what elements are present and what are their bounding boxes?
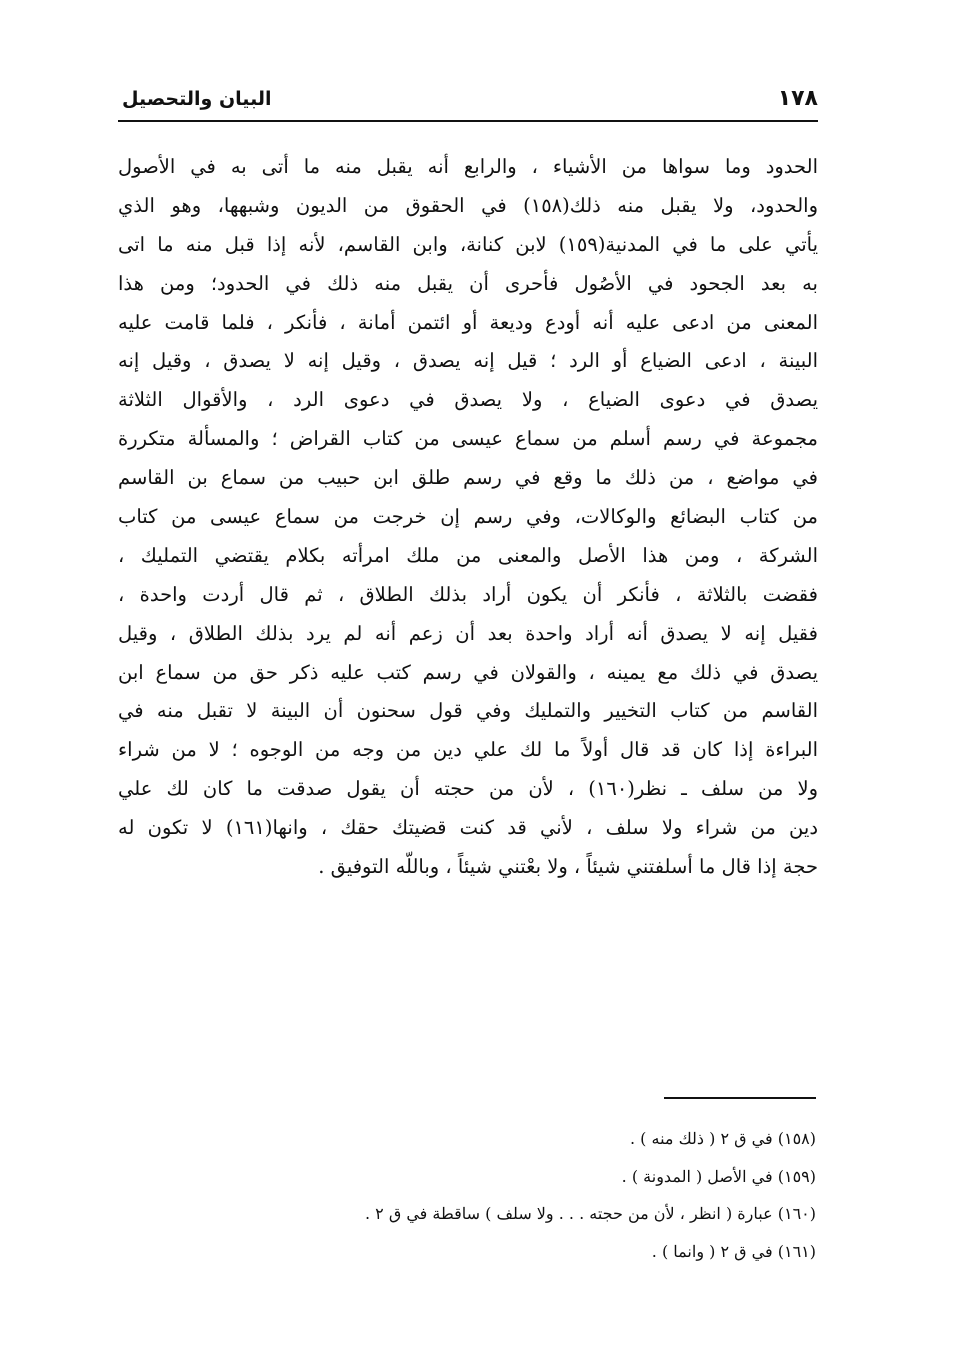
text-line: به بعد الجحود في الأصُول فأحرى أن يقبل منه ذلك في الحدود؛ ومن هذا xyxy=(118,271,818,295)
text-line: يأتي على ما في المدنية(١٥٩) لابن كنانة، وابن القاسم، لأنه إذا قبل منه ما اتى xyxy=(118,232,818,256)
text-line: والحدود، ولا يقبل منه ذلك(١٥٨) في الحقوق من الديون وشبهها، وهو الذي xyxy=(118,193,818,217)
text-line: المعنى من ادعى عليه أنه أودع وديعة أو ائتمن أمانة ، فأنكر ، فلما قامت عليه xyxy=(118,310,818,334)
footnote: (١٥٩) في الأصل ( المدونة ) . xyxy=(621,1166,816,1186)
text-line: ولا من سلف ـ نظر(١٦٠) ، لأن من حجته أن يقول صدقت ما كان لك علي xyxy=(118,777,818,801)
text-line: يصدق في دعوى الضياع ، ولا يصدق في دعوى الرد ، والأقوال الثلاثة xyxy=(118,388,818,412)
footnote: (١٦٠) عبارة ( انظر ، لأن من حجته . . . ولا سلف ) ساقطة في ق ٢ . xyxy=(364,1204,816,1223)
text-line: الحدود وما سواها من الأشياء ، والرابع أنه يقبل منه ما أتى به في الأصول xyxy=(118,155,818,178)
page-number: ١٧٨ xyxy=(777,86,818,111)
header-rule xyxy=(118,120,818,122)
text-line: البينة ، ادعى الضياع أو الرد ؛ قيل إنه يصدق ، وقيل إنه لا يصدق ، وقيل إنه xyxy=(118,349,818,373)
text-line: مجموعة في رسم أسلم من سماع عيسى من كتاب القراض ؛ والمسألة متكررة xyxy=(118,427,818,451)
footnote: (١٦١) في ق ٢ ( وانما ) . xyxy=(651,1241,816,1261)
text-line: دين من شراء ولا سلف ، لأني قد كنت قضيتك حقك ، وانها(١٦١) لا تكون له xyxy=(118,816,818,840)
text-line: يصدق في ذلك مع يمينه ، والقولان في رسم كتب عليه ذكر حق من سماع ابن xyxy=(118,660,818,684)
text-line: القاسم من كتاب التخيير والتمليك وفي قول سحنون أن البينة لا تقبل منه في xyxy=(118,699,818,723)
footnotes xyxy=(118,1120,816,1270)
text-line: في مواضع ، من ذلك ما وقع في رسم طلق ابن حبيب من سماع بن القاسم xyxy=(118,466,818,490)
page-header xyxy=(118,82,818,122)
running-title: البيان والتحصيل xyxy=(122,88,272,110)
text-line: الشركة ، ومن هذا الأصل والمعنى من ملك امرأته بكلام يقتضي التمليك ، xyxy=(118,543,818,567)
footnote: (١٥٨) في ق ٢ ( ذلك منه ) . xyxy=(630,1129,816,1148)
footnote-rule xyxy=(664,1097,816,1099)
text-line: حجة إذا قال ما أسلفتني شيئاً ، ولا بعْتني شيئاً ، وباللّه التوفيق . xyxy=(318,855,818,879)
text-line: فقضت بالثلاثة ، فأنكر أن يكون أراد بذلك الطلاق ، ثم قال أردت واحدة ، xyxy=(118,582,818,606)
text-line: فقيل إنه لا يصدق أنه أراد واحدة بعد أن زعم أنه لم يرد بذلك الطلاق ، وقيل xyxy=(118,621,818,645)
text-line: من كتاب البضائع والوكالات، وفي رسم إن خرجت من سماع عيسى من كتاب xyxy=(118,505,818,529)
text-line: البراءة إذا كان قد قال أولاً ما لك علي دين من وجه من الوجوه ؛ لا من شراء xyxy=(118,738,818,762)
body-text xyxy=(118,148,818,887)
